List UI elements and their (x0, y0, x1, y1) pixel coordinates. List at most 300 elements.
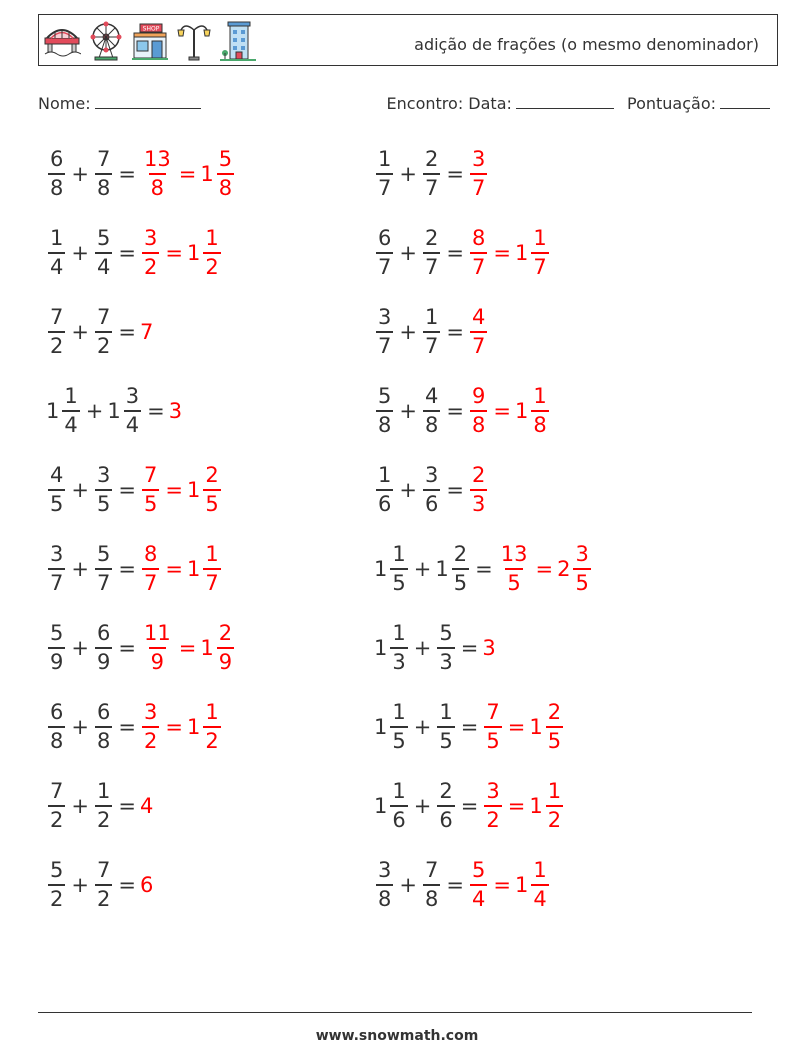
whole-number: 6 (139, 873, 154, 897)
numerator: 6 (96, 700, 111, 724)
plus-sign: + (71, 320, 89, 344)
whole-number: 1 (435, 557, 449, 581)
numerator: 1 (392, 779, 406, 803)
footer-site: www.snowmath.com (315, 1028, 479, 1044)
denominator: 8 (470, 410, 487, 436)
numerator: 1 (424, 305, 439, 329)
denominator: 4 (124, 410, 141, 436)
answer (468, 307, 489, 357)
problem-item (374, 224, 551, 282)
numerator: 1 (533, 384, 547, 408)
equals-sign: = (118, 478, 136, 502)
denominator: 2 (484, 805, 501, 831)
plus-sign: + (71, 241, 89, 265)
denominator: 8 (48, 726, 65, 752)
fraction (95, 465, 112, 515)
denominator: 8 (376, 884, 393, 910)
fraction (546, 702, 563, 752)
answer (468, 386, 551, 436)
numerator: 3 (143, 700, 158, 724)
denominator: 9 (95, 647, 112, 673)
plus-sign: + (413, 715, 432, 739)
answer (140, 623, 236, 673)
plus-sign: + (71, 794, 89, 818)
worksheet-header (38, 14, 778, 66)
equals-sign: = (507, 794, 526, 818)
fraction (452, 544, 469, 594)
fraction (470, 465, 487, 515)
denominator: 8 (531, 410, 548, 436)
whole-number: 1 (529, 715, 543, 739)
equals-sign: = (118, 557, 136, 581)
fraction (203, 228, 220, 278)
denominator: 5 (390, 568, 407, 594)
numerator: 3 (424, 463, 439, 487)
fraction (390, 623, 407, 673)
fraction (470, 228, 487, 278)
header-icons (43, 19, 257, 63)
name-field[interactable] (38, 94, 201, 113)
denominator: 7 (142, 568, 159, 594)
fraction (470, 307, 487, 357)
denominator: 4 (95, 252, 112, 278)
whole-number: 1 (186, 241, 201, 265)
numerator: 7 (96, 305, 111, 329)
numerator: 3 (486, 779, 500, 803)
numerator: 6 (378, 226, 392, 250)
fraction (531, 860, 548, 910)
problem-item (374, 777, 565, 835)
fraction (470, 386, 487, 436)
denominator: 7 (376, 252, 393, 278)
whole-number: 1 (514, 873, 529, 897)
denominator: 4 (531, 884, 548, 910)
fraction (95, 702, 112, 752)
numerator: 8 (143, 542, 158, 566)
denominator: 5 (95, 489, 112, 515)
fraction (95, 228, 112, 278)
problem-item (374, 856, 551, 914)
whole-number: 1 (514, 399, 529, 423)
denominator: 9 (217, 647, 234, 673)
problem-item (374, 540, 593, 598)
denominator: 5 (452, 568, 469, 594)
numerator: 7 (96, 858, 111, 882)
plus-sign: + (399, 162, 417, 186)
whole-number: 1 (186, 715, 201, 739)
denominator: 8 (217, 173, 234, 199)
equals-sign: = (460, 794, 479, 818)
denominator: 9 (149, 647, 166, 673)
plus-sign: + (399, 873, 417, 897)
numerator: 2 (424, 226, 439, 250)
numerator: 7 (486, 700, 500, 724)
problem-item (374, 698, 565, 756)
plus-sign: + (413, 557, 432, 581)
answer (140, 228, 223, 278)
denominator: 8 (423, 884, 440, 910)
denominator: 6 (390, 805, 407, 831)
numerator: 2 (471, 463, 486, 487)
equals-sign: = (460, 636, 479, 660)
numerator: 5 (439, 621, 453, 645)
answer (468, 465, 489, 515)
fraction (573, 544, 590, 594)
numerator: 5 (96, 226, 111, 250)
date-blank[interactable] (516, 107, 614, 109)
equals-sign: = (507, 715, 526, 739)
fraction (423, 307, 440, 357)
answer (468, 860, 551, 910)
denominator: 7 (48, 568, 65, 594)
answer (482, 781, 565, 831)
worksheet-title: adição de frações (o mesmo denominador) (414, 35, 759, 54)
equals-sign: = (446, 478, 464, 502)
numerator: 2 (547, 700, 562, 724)
problem-item (46, 382, 183, 440)
score-blank[interactable] (720, 107, 770, 109)
fraction (546, 781, 563, 831)
plus-sign: + (71, 557, 89, 581)
fraction (423, 228, 440, 278)
whole-number: 1 (200, 162, 214, 186)
whole-number: 3 (168, 399, 183, 423)
fraction (423, 465, 440, 515)
denominator: 8 (95, 726, 112, 752)
fraction (95, 544, 112, 594)
denominator: 8 (376, 410, 393, 436)
denominator: 4 (48, 252, 65, 278)
fraction (390, 781, 407, 831)
fraction (48, 860, 65, 910)
fraction (376, 307, 393, 357)
name-label: Nome: (38, 94, 91, 113)
answer (482, 636, 496, 660)
equals-sign: = (475, 557, 493, 581)
numerator: 13 (143, 147, 171, 171)
denominator: 9 (48, 647, 65, 673)
numerator: 1 (96, 779, 111, 803)
bridge-icon (43, 20, 81, 62)
denominator: 6 (376, 489, 393, 515)
denominator: 5 (203, 489, 220, 515)
answer (497, 544, 593, 594)
fraction (142, 228, 159, 278)
denominator: 7 (423, 331, 440, 357)
fraction (423, 149, 440, 199)
equals-sign: = (446, 162, 464, 186)
fraction (423, 860, 440, 910)
equals-sign: = (165, 557, 183, 581)
numerator: 5 (218, 147, 233, 171)
fraction (95, 623, 112, 673)
fraction (203, 544, 220, 594)
denominator: 7 (470, 331, 487, 357)
equals-sign: = (165, 241, 183, 265)
plus-sign: + (399, 320, 417, 344)
denominator: 2 (95, 331, 112, 357)
denominator: 7 (423, 173, 440, 199)
whole-number: 1 (46, 399, 60, 423)
denominator: 8 (48, 173, 65, 199)
problem-item (374, 461, 489, 519)
fraction (203, 702, 220, 752)
denominator: 2 (48, 331, 65, 357)
whole-number: 2 (557, 557, 571, 581)
numerator: 1 (392, 621, 406, 645)
answer (140, 320, 154, 344)
denominator: 8 (423, 410, 440, 436)
fraction (376, 228, 393, 278)
fraction (142, 702, 159, 752)
whole-number: 1 (107, 399, 121, 423)
denominator: 7 (531, 252, 548, 278)
fraction (390, 544, 407, 594)
problem-item (46, 698, 223, 756)
denominator: 2 (142, 252, 159, 278)
answer (140, 149, 236, 199)
numerator: 3 (378, 858, 392, 882)
fraction (484, 781, 501, 831)
denominator: 3 (390, 647, 407, 673)
numerator: 7 (50, 779, 64, 803)
numerator: 1 (392, 542, 406, 566)
whole-number: 1 (514, 241, 529, 265)
plus-sign: + (71, 636, 89, 660)
fraction (376, 465, 393, 515)
problem-item (46, 461, 223, 519)
answer (468, 228, 551, 278)
fraction (142, 149, 173, 199)
ferris-wheel-icon (87, 20, 125, 62)
answer (140, 873, 154, 897)
problem-item (46, 777, 154, 835)
equals-sign: = (460, 715, 479, 739)
plus-sign: + (413, 636, 432, 660)
numerator: 1 (392, 700, 406, 724)
fraction (48, 307, 65, 357)
footer-divider (38, 1012, 752, 1013)
whole-number: 3 (482, 636, 496, 660)
fraction (484, 702, 501, 752)
denominator: 7 (470, 173, 487, 199)
equals-sign: = (446, 399, 464, 423)
answer (468, 149, 489, 199)
plus-sign: + (85, 399, 104, 423)
problem-item (374, 619, 497, 677)
fraction (124, 386, 141, 436)
numerator: 6 (96, 621, 111, 645)
problem-item (46, 303, 154, 361)
equals-sign: = (493, 873, 511, 897)
date-label: Encontro: Data: (386, 94, 512, 113)
numerator: 1 (205, 226, 219, 250)
denominator: 5 (142, 489, 159, 515)
fraction (95, 781, 112, 831)
building-icon (219, 20, 257, 62)
score-label: Pontuação: (626, 94, 716, 113)
fraction (376, 386, 393, 436)
fraction (48, 702, 65, 752)
numerator: 3 (143, 226, 158, 250)
denominator: 7 (376, 331, 393, 357)
denominator: 8 (95, 173, 112, 199)
numerator: 5 (50, 621, 64, 645)
fraction (203, 465, 220, 515)
fraction (470, 860, 487, 910)
problem-item (46, 540, 223, 598)
equals-sign: = (118, 162, 136, 186)
fraction (48, 149, 65, 199)
numerator: 1 (50, 226, 64, 250)
equals-sign: = (118, 320, 136, 344)
date-score-fields (387, 94, 770, 113)
equals-sign: = (165, 715, 183, 739)
denominator: 7 (95, 568, 112, 594)
numerator: 3 (50, 542, 64, 566)
problem-item (374, 303, 489, 361)
denominator: 4 (62, 410, 79, 436)
fraction (48, 544, 65, 594)
fraction (95, 860, 112, 910)
numerator: 3 (96, 463, 111, 487)
numerator: 4 (471, 305, 486, 329)
numerator: 3 (471, 147, 486, 171)
problem-item (374, 382, 551, 440)
numerator: 6 (50, 147, 64, 171)
equals-sign: = (446, 241, 464, 265)
numerator: 5 (96, 542, 111, 566)
numerator: 2 (424, 147, 439, 171)
fraction (48, 228, 65, 278)
problem-item (46, 224, 223, 282)
numerator: 1 (533, 858, 547, 882)
equals-sign: = (165, 478, 183, 502)
numerator: 11 (143, 621, 171, 645)
numerator: 5 (471, 858, 486, 882)
plus-sign: + (413, 794, 432, 818)
denominator: 2 (203, 252, 220, 278)
fraction (217, 149, 234, 199)
denominator: 2 (95, 805, 112, 831)
numerator: 3 (125, 384, 140, 408)
problem-item (46, 145, 236, 203)
numerator: 7 (424, 858, 439, 882)
whole-number: 1 (186, 478, 201, 502)
whole-number: 1 (200, 636, 214, 660)
fraction (142, 544, 159, 594)
equals-sign: = (178, 636, 197, 660)
whole-number: 1 (374, 557, 388, 581)
fraction (376, 860, 393, 910)
numerator: 2 (453, 542, 468, 566)
equals-sign: = (118, 873, 136, 897)
name-blank[interactable] (95, 107, 201, 109)
denominator: 5 (573, 568, 590, 594)
numerator: 5 (378, 384, 392, 408)
equals-sign: = (446, 873, 464, 897)
numerator: 7 (143, 463, 158, 487)
plus-sign: + (399, 478, 417, 502)
fraction (531, 386, 548, 436)
numerator: 1 (205, 700, 219, 724)
numerator: 3 (575, 542, 589, 566)
denominator: 5 (390, 726, 407, 752)
fraction (48, 465, 65, 515)
answer (140, 794, 154, 818)
numerator: 3 (378, 305, 392, 329)
denominator: 5 (48, 489, 65, 515)
numerator: 1 (547, 779, 562, 803)
problem-item (46, 619, 236, 677)
equals-sign: = (493, 399, 511, 423)
equals-sign: = (118, 794, 136, 818)
whole-number: 1 (529, 794, 543, 818)
equals-sign: = (178, 162, 197, 186)
denominator: 2 (546, 805, 563, 831)
plus-sign: + (71, 715, 89, 739)
street-lamp-icon (175, 20, 213, 62)
numerator: 2 (205, 463, 219, 487)
whole-number: 1 (374, 794, 388, 818)
fraction (142, 623, 173, 673)
plus-sign: + (399, 399, 417, 423)
denominator: 3 (470, 489, 487, 515)
plus-sign: + (71, 478, 89, 502)
fraction (499, 544, 530, 594)
numerator: 2 (218, 621, 233, 645)
answer (140, 702, 223, 752)
denominator: 5 (546, 726, 563, 752)
fraction (62, 386, 79, 436)
shop-icon (131, 20, 169, 62)
whole-number: 1 (374, 715, 388, 739)
whole-number: 1 (374, 636, 388, 660)
numerator: 9 (471, 384, 486, 408)
equals-sign: = (118, 715, 136, 739)
numerator: 7 (96, 147, 111, 171)
equals-sign: = (535, 557, 554, 581)
denominator: 5 (484, 726, 501, 752)
numerator: 7 (50, 305, 64, 329)
denominator: 5 (505, 568, 522, 594)
fraction (48, 623, 65, 673)
plus-sign: + (71, 873, 89, 897)
numerator: 4 (50, 463, 64, 487)
denominator: 4 (470, 884, 487, 910)
fraction (217, 623, 234, 673)
equals-sign: = (118, 241, 136, 265)
fraction (423, 386, 440, 436)
numerator: 13 (500, 542, 528, 566)
problem-item (46, 856, 154, 914)
denominator: 2 (48, 805, 65, 831)
fraction (95, 307, 112, 357)
denominator: 5 (437, 726, 454, 752)
fraction (142, 465, 159, 515)
numerator: 1 (439, 700, 453, 724)
plus-sign: + (399, 241, 417, 265)
denominator: 6 (437, 805, 454, 831)
numerator: 1 (533, 226, 547, 250)
answer (140, 465, 223, 515)
denominator: 8 (149, 173, 166, 199)
denominator: 7 (376, 173, 393, 199)
fraction (437, 623, 454, 673)
whole-number: 4 (139, 794, 154, 818)
denominator: 2 (95, 884, 112, 910)
numerator: 5 (50, 858, 64, 882)
